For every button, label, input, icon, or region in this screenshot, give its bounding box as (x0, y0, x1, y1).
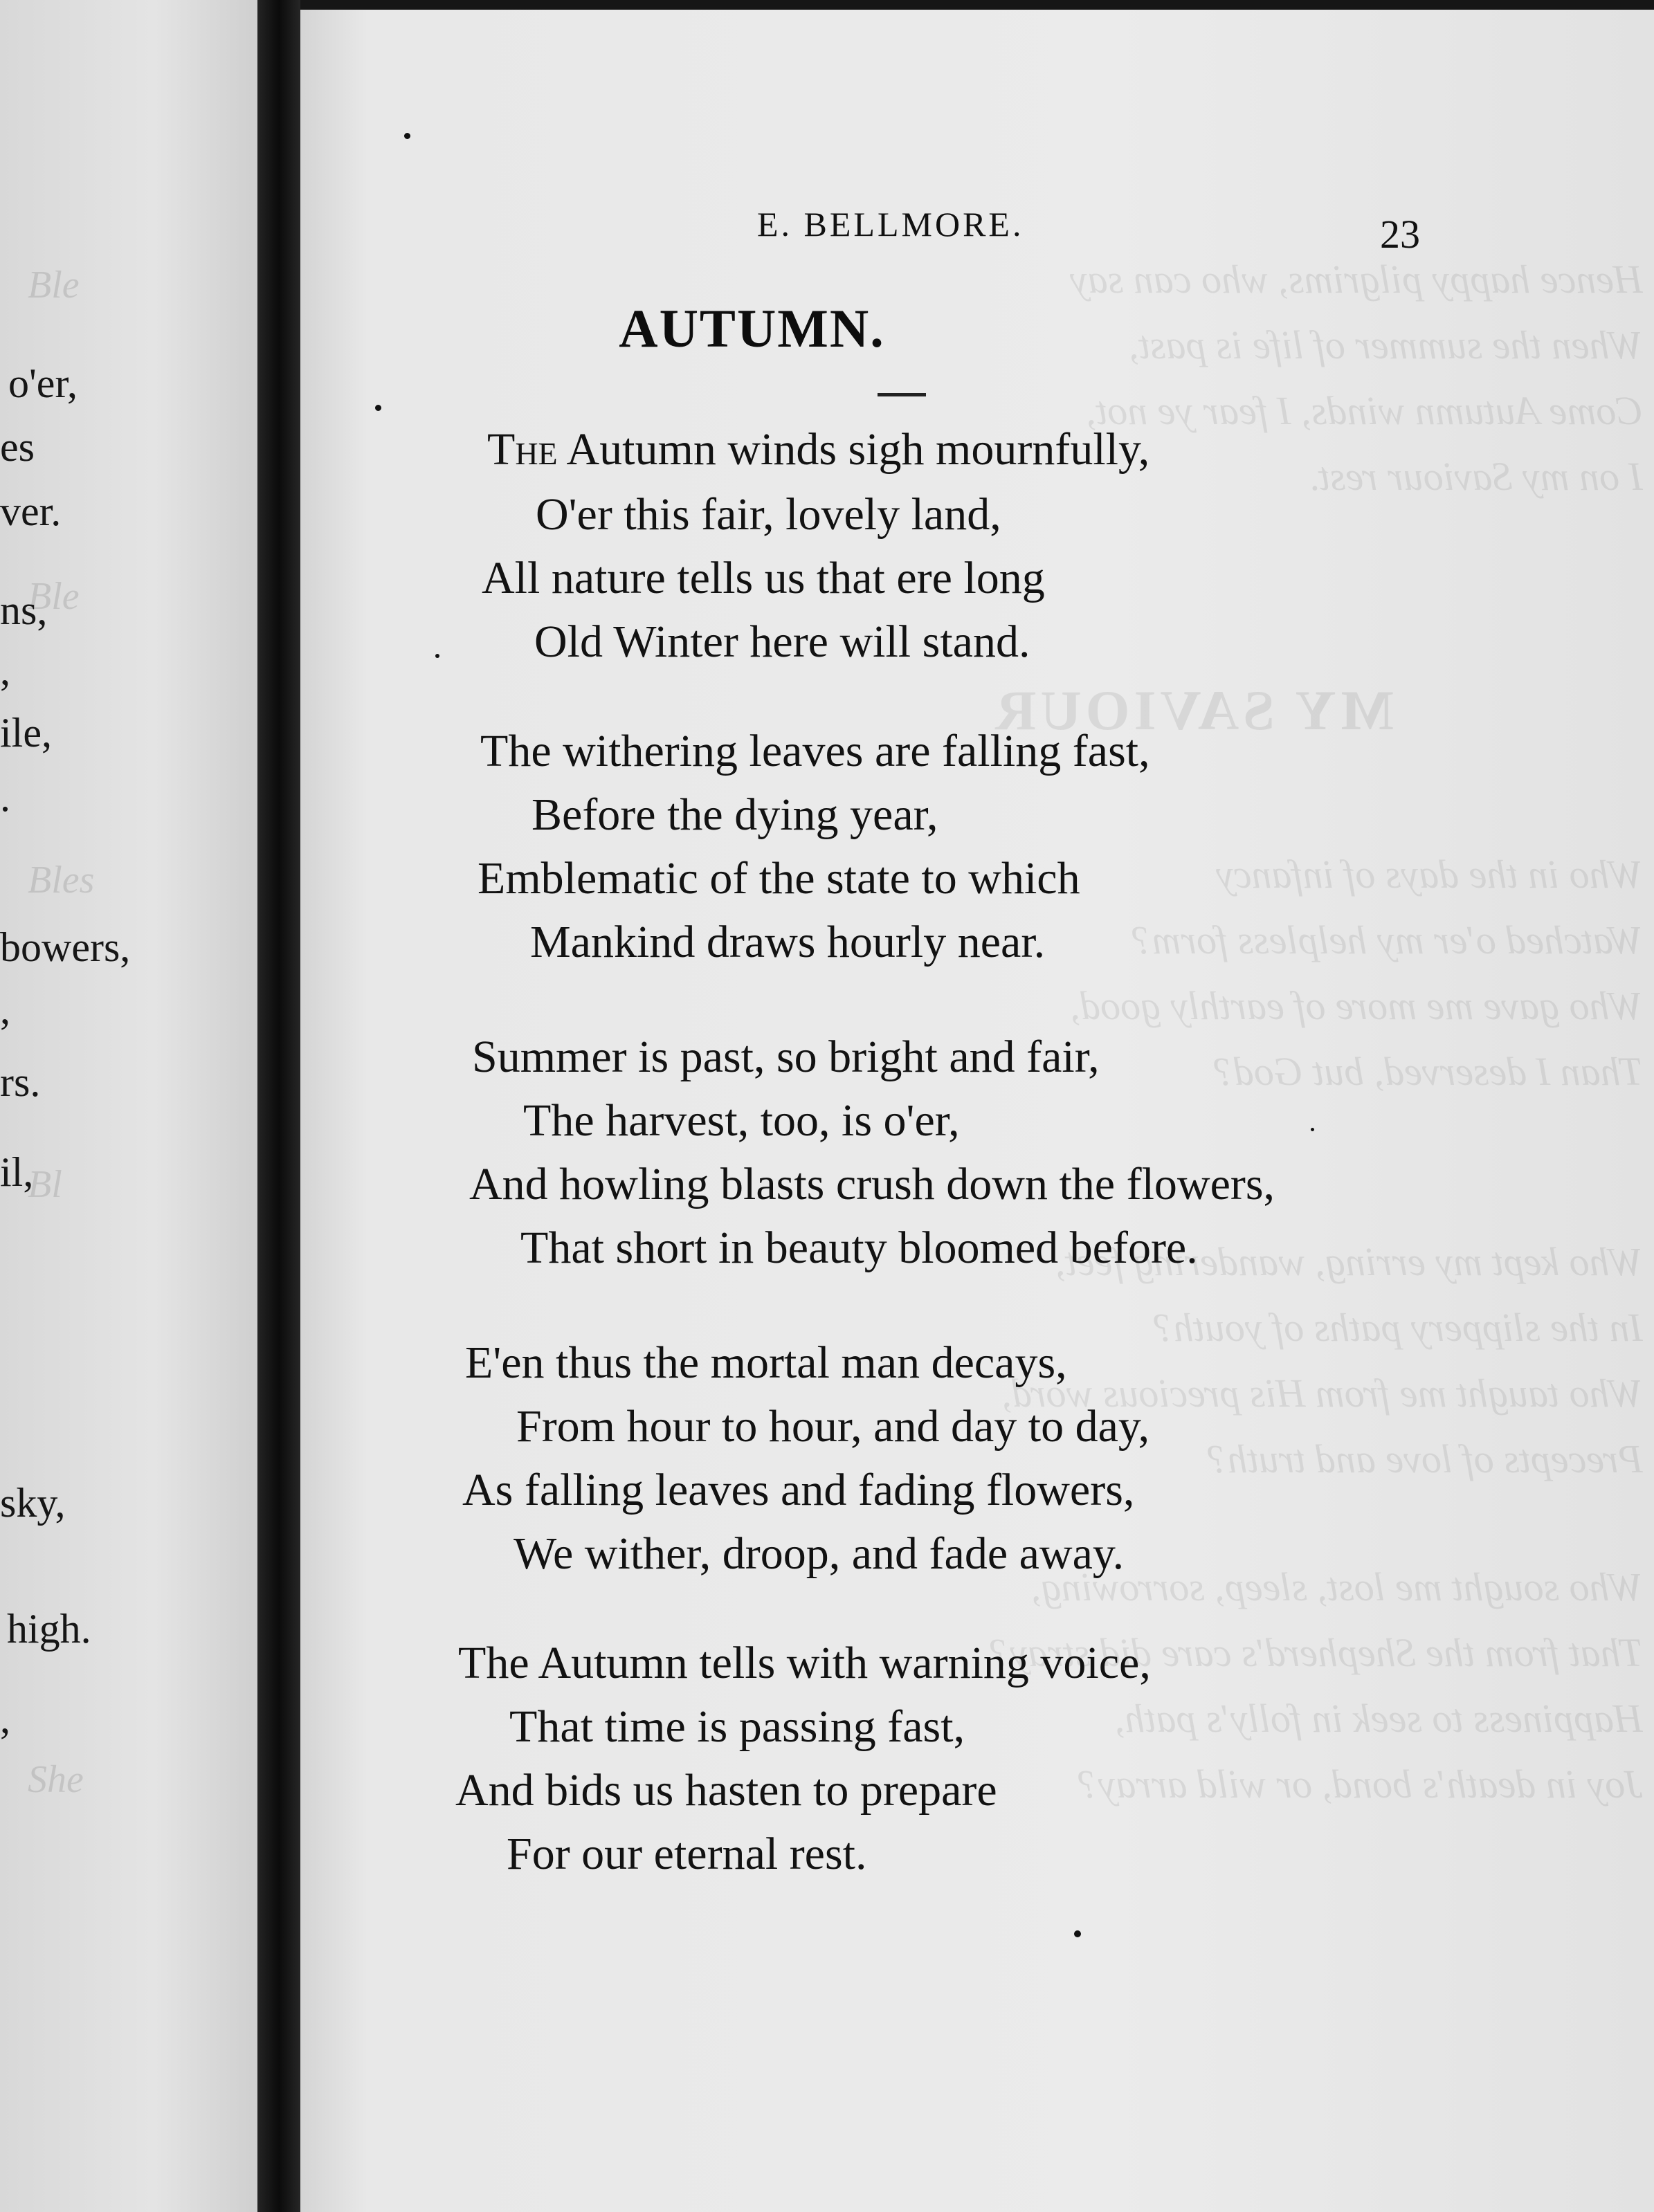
ink-speck (1074, 1930, 1081, 1937)
ghost-text: She (28, 1758, 84, 1801)
left-fragment: ile, (0, 710, 52, 756)
ink-speck (404, 133, 410, 139)
poem-line: E'en thus the mortal man decays, (465, 1337, 1067, 1388)
ink-speck (1311, 1128, 1314, 1131)
left-fragment: . (0, 774, 10, 820)
left-fragment: ver. (0, 488, 62, 534)
left-fragment: o'er, (8, 360, 78, 406)
poem-line: Emblematic of the state to which (478, 853, 1080, 904)
poem-line: O'er this fair, lovely land, (536, 489, 1001, 540)
poem-line: As falling leaves and fading flowers, (462, 1465, 1135, 1515)
poem-line: That time is passing fast, (509, 1701, 965, 1752)
poem-line: Mankind draws hourly near. (530, 917, 1046, 967)
line-text: Autumn winds sigh mournfully, (566, 424, 1150, 475)
left-fragment: ns, (0, 587, 48, 633)
poem-line: For our eternal rest. (507, 1829, 867, 1879)
left-fragment: , (0, 1696, 10, 1742)
left-fragment: es (0, 424, 35, 470)
ghost-text: Ble (28, 264, 80, 307)
title-rule (878, 393, 926, 396)
line-lead-word: The (487, 424, 558, 475)
bleed-through-text: Hence happy pilgrims, who can say When the summer of life is past, Come Autumn winds, I fear ye not, I on my Saviour rest. MY SAVIOUR Who in the days of infancy Watched o'er my helpless form? Who gave me more of earthly good, Than I deserved, but God? Who kept my erring, wandering feet, In the slippery paths of youth? Who taught me from His precious word, Precepts of love and truth? Who sought me lost, sleep, sorrowing, That from the Shepherd's care did stray? Happiness to seek in folly's path, Joy in death's bond, or wild array? (990, 257, 1643, 1807)
poem-line (487, 423, 1149, 476)
poem-line: The harvest, too, is o'er, (523, 1095, 960, 1146)
ghost-text: Bles (28, 859, 95, 902)
poem-line: And howling blasts crush down the flowers, (469, 1159, 1275, 1209)
poem-line: We wither, droop, and fade away. (514, 1528, 1125, 1579)
poem-line: All nature tells us that ere long (482, 553, 1045, 603)
left-facing-page (0, 0, 257, 2212)
ghost-text: Bl (28, 1163, 62, 1206)
page-top-edge (300, 0, 1654, 10)
ink-speck (375, 405, 381, 411)
left-fragment: sky, (0, 1480, 66, 1526)
poem-line: Before the dying year, (531, 789, 938, 840)
poem-line: The withering leaves are falling fast, (480, 726, 1150, 776)
left-fragment: rs. (0, 1059, 41, 1105)
poem-line: From hour to hour, and day to day, (516, 1401, 1150, 1452)
left-fragment: high. (7, 1606, 91, 1652)
running-head: E. BELLMORE. (757, 205, 1024, 244)
page-number: 23 (1380, 212, 1420, 257)
left-fragment: il, (0, 1149, 34, 1195)
left-fragment: , (0, 987, 10, 1032)
left-fragment: bowers, (0, 924, 131, 970)
poem-line: Old Winter here will stand. (534, 616, 1030, 667)
poem-line: That short in beauty bloomed before. (520, 1223, 1198, 1273)
poem-line: The Autumn tells with warning voice, (458, 1638, 1151, 1688)
ghost-text: Ble (28, 575, 80, 618)
book-spine (257, 0, 300, 2212)
poem-line: And bids us hasten to prepare (455, 1765, 997, 1816)
poem-line: Summer is past, so bright and fair, (472, 1032, 1100, 1082)
right-page (300, 0, 1654, 2212)
ink-speck (435, 654, 439, 658)
left-fragment: , (0, 648, 10, 693)
poem-title: AUTUMN. (619, 298, 885, 358)
